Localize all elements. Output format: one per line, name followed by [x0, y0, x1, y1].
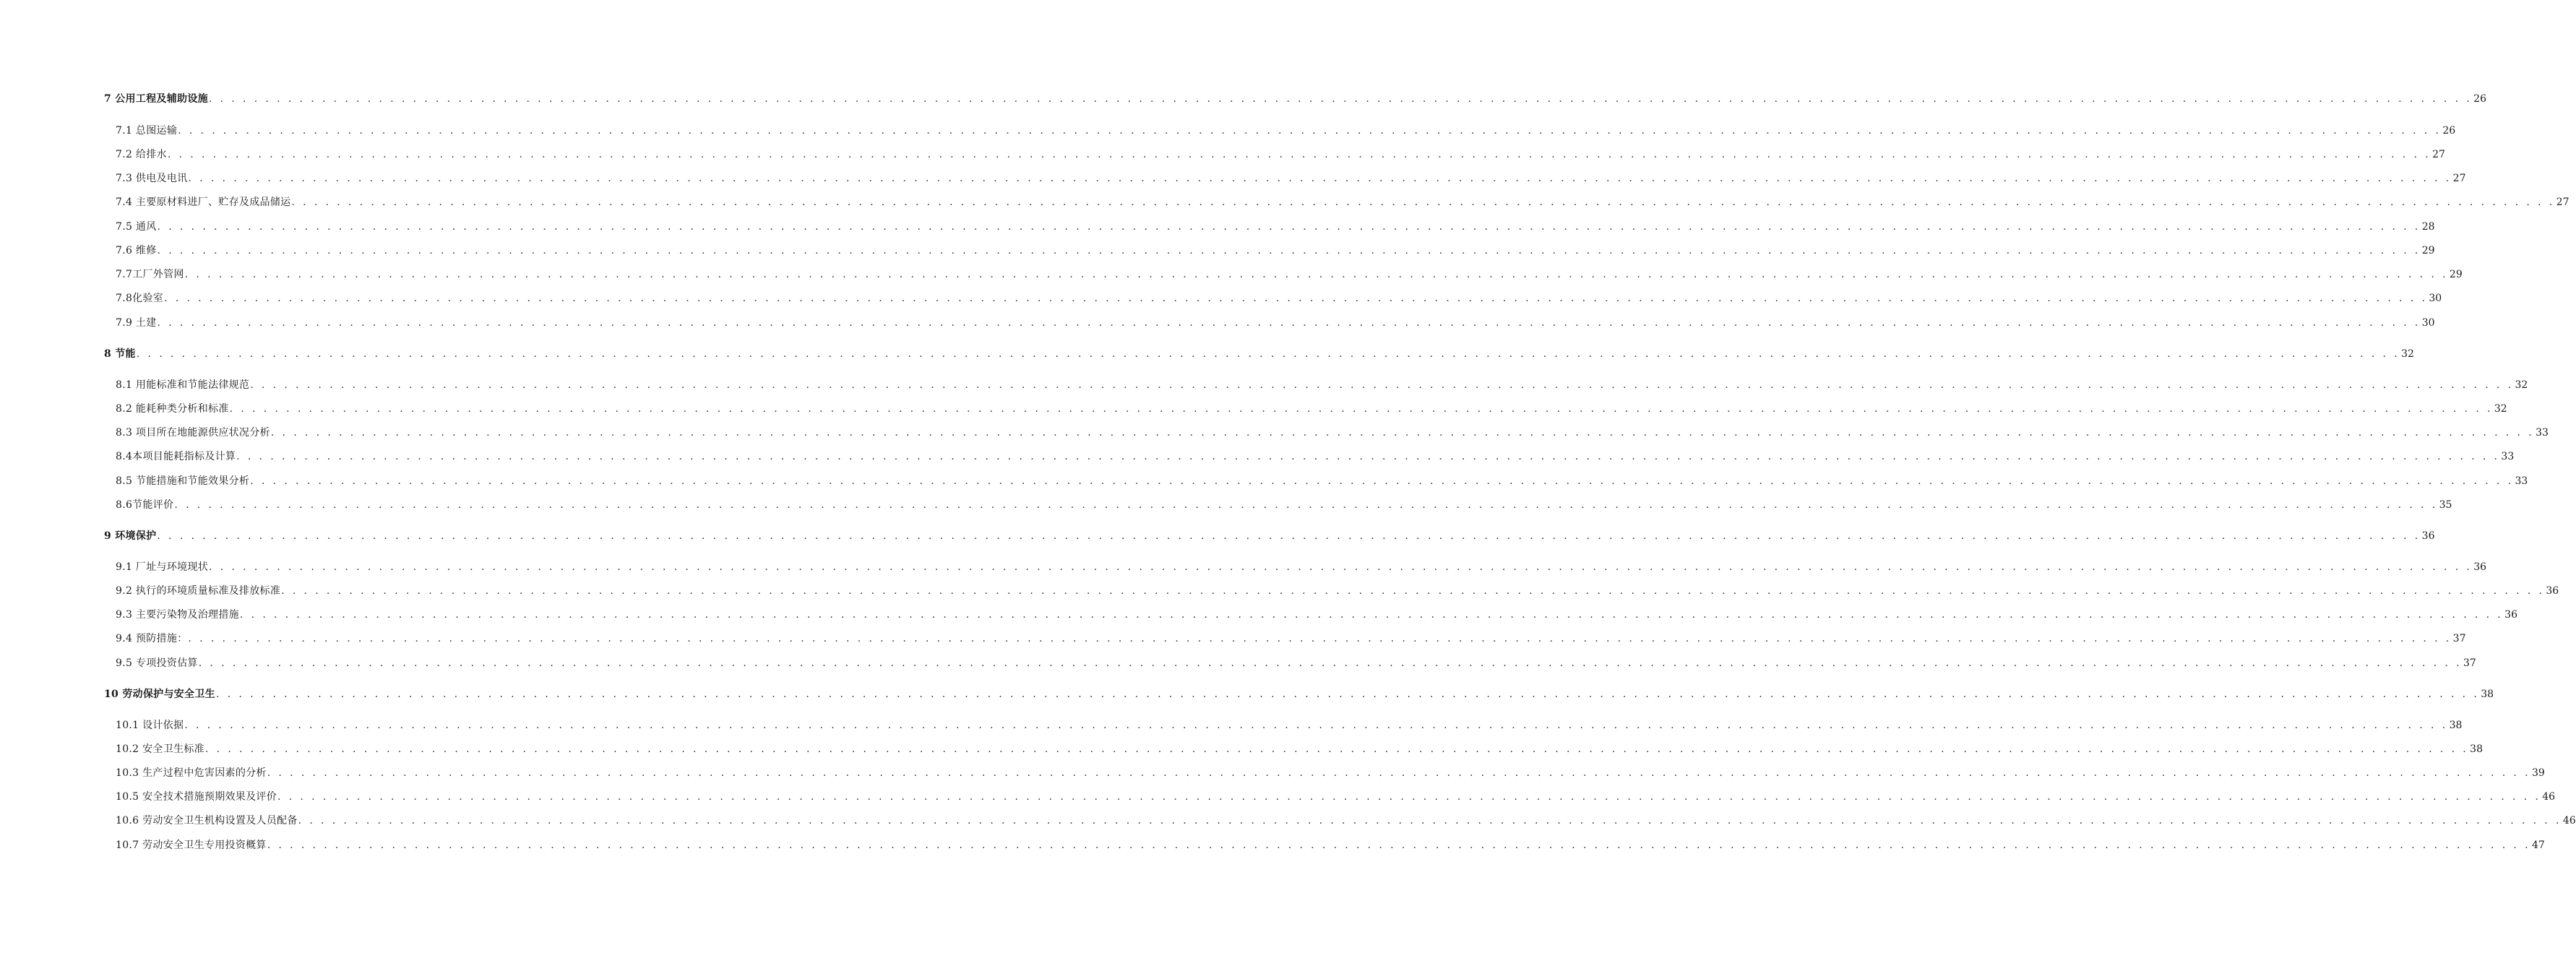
- toc-entry-title: 10.2 安全卫生标准: [116, 743, 204, 755]
- toc-page-number: 38: [2470, 743, 2483, 755]
- toc-dot-leader: . . . . . . . . . . . . . . . . . . . . . . . . . . . . . . . . . . . . . . . . . . . . . . . . . . . . . . . . . . . . . . . . . . . . . . . . . . . . . . . . . . . . . . . . . . . . . . . . . . . . . . . . . . . . . . . . . . . . . . . . . . . . . . . . . . . . . . . . . . . . . . . . . . . . . . . . . . . . . . . . . . . . . . . . . . . . . . . . . . . . . . . . . . . . . . . . . . . . . . . .: [174, 499, 2438, 511]
- toc-page-number: 29: [2449, 269, 2463, 280]
- toc-dot-leader: . . . . . . . . . . . . . . . . . . . . . . . . . . . . . . . . . . . . . . . . . . . . . . . . . . . . . . . . . . . . . . . . . . . . . . . . . . . . . . . . . . . . . . . . . . . . . . . . . . . . . . . . . . . . . . . . . . . . . . . . . . . . . . . . . . . . . . . . . . . . . . . . . . . . . . . . . . . . . . . . . . . . . . . . . . . . . . . . . . . . . . . . . . . . . . . . . . . . . . . .: [298, 815, 2562, 827]
- toc-section-entry[interactable]: [116, 194, 2569, 210]
- toc-section-entry[interactable]: [116, 607, 2517, 623]
- toc-entry-title: 7.6 维修: [116, 245, 157, 256]
- toc-dot-leader: . . . . . . . . . . . . . . . . . . . . . . . . . . . . . . . . . . . . . . . . . . . . . . . . . . . . . . . . . . . . . . . . . . . . . . . . . . . . . . . . . . . . . . . . . . . . . . . . . . . . . . . . . . . . . . . . . . . . . . . . . . . . . . . . . . . . . . . . . . . . . . . . . . . . . . . . . . . . . . . . . . . . . . . . . . . . . . . . . . . . . . . . . . . . . . . . . . . . . . . .: [270, 427, 2535, 439]
- toc-entry-title: 8.3 项目所在地能源供应状况分析: [116, 427, 270, 439]
- toc-section-entry[interactable]: [116, 377, 2528, 393]
- toc-section-entry[interactable]: [116, 741, 2483, 757]
- toc-section-entry[interactable]: [116, 655, 2476, 671]
- toc-page-number: 36: [2473, 561, 2487, 573]
- toc-dot-leader: . . . . . . . . . . . . . . . . . . . . . . . . . . . . . . . . . . . . . . . . . . . . . . . . . . . . . . . . . . . . . . . . . . . . . . . . . . . . . . . . . . . . . . . . . . . . . . . . . . . . . . . . . . . . . . . . . . . . . . . . . . . . . . . . . . . . . . . . . . . . . . . . . . . . . . . . . . . . . . . . . . . . . . . . . . . . . . . . . . . . . . . . . . . . . . . . . . . . . . . .: [198, 657, 2462, 669]
- toc-page-number: 35: [2439, 499, 2452, 511]
- toc-page-number: 33: [2501, 451, 2515, 462]
- toc-section-entry[interactable]: [116, 837, 2545, 853]
- toc-dot-leader: . . . . . . . . . . . . . . . . . . . . . . . . . . . . . . . . . . . . . . . . . . . . . . . . . . . . . . . . . . . . . . . . . . . . . . . . . . . . . . . . . . . . . . . . . . . . . . . . . . . . . . . . . . . . . . . . . . . . . . . . . . . . . . . . . . . . . . . . . . . . . . . . . . . . . . . . . . . . . . . . . . . . . . . . . . . . . . . . . . . . . . . . . . . . . . . . . . . . . . . .: [208, 93, 2473, 105]
- toc-dot-leader: . . . . . . . . . . . . . . . . . . . . . . . . . . . . . . . . . . . . . . . . . . . . . . . . . . . . . . . . . . . . . . . . . . . . . . . . . . . . . . . . . . . . . . . . . . . . . . . . . . . . . . . . . . . . . . . . . . . . . . . . . . . . . . . . . . . . . . . . . . . . . . . . . . . . . . . . . . . . . . . . . . . . . . . . . . . . . . . . . . . . . . . . . . . . . . . . . . . . . . . .: [267, 767, 2530, 779]
- toc-dot-leader: . . . . . . . . . . . . . . . . . . . . . . . . . . . . . . . . . . . . . . . . . . . . . . . . . . . . . . . . . . . . . . . . . . . . . . . . . . . . . . . . . . . . . . . . . . . . . . . . . . . . . . . . . . . . . . . . . . . . . . . . . . . . . . . . . . . . . . . . . . . . . . . . . . . . . . . . . . . . . . . . . . . . . . . . . . . . . . . . . . . . . . . . . . . . . . . . . . . . . . . .: [291, 197, 2555, 208]
- toc-entry-title: 8.5 节能措施和节能效果分析: [116, 475, 250, 487]
- toc-dot-leader: . . . . . . . . . . . . . . . . . . . . . . . . . . . . . . . . . . . . . . . . . . . . . . . . . . . . . . . . . . . . . . . . . . . . . . . . . . . . . . . . . . . . . . . . . . . . . . . . . . . . . . . . . . . . . . . . . . . . . . . . . . . . . . . . . . . . . . . . . . . . . . . . . . . . . . . . . . . . . . . . . . . . . . . . . . . . . . . . . . . . . . . . . . . . . . . . . . . . . . . .: [157, 530, 2421, 542]
- toc-dot-leader: . . . . . . . . . . . . . . . . . . . . . . . . . . . . . . . . . . . . . . . . . . . . . . . . . . . . . . . . . . . . . . . . . . . . . . . . . . . . . . . . . . . . . . . . . . . . . . . . . . . . . . . . . . . . . . . . . . . . . . . . . . . . . . . . . . . . . . . . . . . . . . . . . . . . . . . . . . . . . . . . . . . . . . . . . . . . . . . . . . . . . . . . . . . . . . . . . . . . . . . .: [164, 293, 2428, 304]
- toc-entry-title: 9.1 厂址与环境现状: [116, 561, 209, 573]
- toc-page-number: 27: [2556, 197, 2569, 208]
- toc-section-entry[interactable]: [116, 425, 2549, 441]
- toc-page-number: 32: [2515, 379, 2528, 391]
- toc-dot-leader: . . . . . . . . . . . . . . . . . . . . . . . . . . . . . . . . . . . . . . . . . . . . . . . . . . . . . . . . . . . . . . . . . . . . . . . . . . . . . . . . . . . . . . . . . . . . . . . . . . . . . . . . . . . . . . . . . . . . . . . . . . . . . . . . . . . . . . . . . . . . . . . . . . . . . . . . . . . . . . . . . . . . . . . . . . . . . . . . . . . . . . . . . . . . . . . . . . . . . . . .: [184, 720, 2448, 731]
- toc-entry-title: 8.1 用能标准和节能法律规范: [116, 379, 250, 391]
- toc-page-number: 27: [2452, 173, 2466, 184]
- toc-section-entry[interactable]: [116, 449, 2515, 465]
- toc-dot-leader: . . . . . . . . . . . . . . . . . . . . . . . . . . . . . . . . . . . . . . . . . . . . . . . . . . . . . . . . . . . . . . . . . . . . . . . . . . . . . . . . . . . . . . . . . . . . . . . . . . . . . . . . . . . . . . . . . . . . . . . . . . . . . . . . . . . . . . . . . . . . . . . . . . . . . . . . . . . . . . . . . . . . . . . . . . . . . . . . . . . . . . . . . . . . . . . . . . . . . . . .: [188, 173, 2452, 184]
- toc-section-entry[interactable]: [116, 497, 2452, 513]
- toc-entry-title: 8.4本项目能耗指标及计算: [116, 451, 236, 462]
- toc-chapter-entry[interactable]: [104, 686, 2494, 702]
- toc-section-entry[interactable]: [116, 243, 2435, 259]
- toc-entry-title: 7 公用工程及辅助设施: [104, 93, 208, 105]
- toc-section-entry[interactable]: [116, 147, 2445, 163]
- toc-page-number: 38: [2449, 720, 2463, 731]
- toc-dot-leader: . . . . . . . . . . . . . . . . . . . . . . . . . . . . . . . . . . . . . . . . . . . . . . . . . . . . . . . . . . . . . . . . . . . . . . . . . . . . . . . . . . . . . . . . . . . . . . . . . . . . . . . . . . . . . . . . . . . . . . . . . . . . . . . . . . . . . . . . . . . . . . . . . . . . . . . . . . . . . . . . . . . . . . . . . . . . . . . . . . . . . . . . . . . . . . . . . . . . . . . .: [167, 149, 2431, 160]
- toc-section-entry[interactable]: [116, 717, 2463, 733]
- toc-chapter-entry[interactable]: [104, 346, 2414, 362]
- toc-dot-leader: . . . . . . . . . . . . . . . . . . . . . . . . . . . . . . . . . . . . . . . . . . . . . . . . . . . . . . . . . . . . . . . . . . . . . . . . . . . . . . . . . . . . . . . . . . . . . . . . . . . . . . . . . . . . . . . . . . . . . . . . . . . . . . . . . . . . . . . . . . . . . . . . . . . . . . . . . . . . . . . . . . . . . . . . . . . . . . . . . . . . . . . . . . . . . . . . . . . . . . . .: [204, 743, 2469, 755]
- toc-dot-leader: . . . . . . . . . . . . . . . . . . . . . . . . . . . . . . . . . . . . . . . . . . . . . . . . . . . . . . . . . . . . . . . . . . . . . . . . . . . . . . . . . . . . . . . . . . . . . . . . . . . . . . . . . . . . . . . . . . . . . . . . . . . . . . . . . . . . . . . . . . . . . . . . . . . . . . . . . . . . . . . . . . . . . . . . . . . . . . . . . . . . . . . . . . . . . . . . . . . . . . . .: [215, 689, 2480, 700]
- toc-page-number: 38: [2481, 689, 2494, 700]
- toc-entry-title: 10.7 劳动安全卫生专用投资概算: [116, 840, 267, 851]
- toc-section-entry[interactable]: [116, 219, 2435, 235]
- toc-entry-title: 9 环境保护: [104, 530, 157, 542]
- toc-dot-leader: . . . . . . . . . . . . . . . . . . . . . . . . . . . . . . . . . . . . . . . . . . . . . . . . . . . . . . . . . . . . . . . . . . . . . . . . . . . . . . . . . . . . . . . . . . . . . . . . . . . . . . . . . . . . . . . . . . . . . . . . . . . . . . . . . . . . . . . . . . . . . . . . . . . . . . . . . . . . . . . . . . . . . . . . . . . . . . . . . . . . . . . . . . . . . . . . . . . . . . . .: [277, 791, 2541, 803]
- toc-entry-title: 9.2 执行的环境质量标准及排放标准: [116, 585, 281, 597]
- toc-page-number: 26: [2442, 125, 2456, 137]
- toc-dot-leader: . . . . . . . . . . . . . . . . . . . . . . . . . . . . . . . . . . . . . . . . . . . . . . . . . . . . . . . . . . . . . . . . . . . . . . . . . . . . . . . . . . . . . . . . . . . . . . . . . . . . . . . . . . . . . . . . . . . . . . . . . . . . . . . . . . . . . . . . . . . . . . . . . . . . . . . . . . . . . . . . . . . . . . . . . . . . . . . . . . . . . . . . . . . . . . . . . . . . . . . .: [184, 269, 2448, 280]
- toc-page-number: 36: [2546, 585, 2559, 597]
- toc-page-number: 30: [2421, 317, 2435, 329]
- toc-entry-title: 7.3 供电及电讯: [116, 173, 188, 184]
- toc-entry-title: 9.3 主要污染物及治理措施: [116, 609, 239, 621]
- toc-dot-leader: . . . . . . . . . . . . . . . . . . . . . . . . . . . . . . . . . . . . . . . . . . . . . . . . . . . . . . . . . . . . . . . . . . . . . . . . . . . . . . . . . . . . . . . . . . . . . . . . . . . . . . . . . . . . . . . . . . . . . . . . . . . . . . . . . . . . . . . . . . . . . . . . . . . . . . . . . . . . . . . . . . . . . . . . . . . . . . . . . . . . . . . . . . . . . . . . . . . . . . . .: [250, 475, 2514, 487]
- toc-entry-title: 7.4 主要原材料进厂、贮存及成品储运: [116, 197, 291, 208]
- toc-entry-title: 7.2 给排水: [116, 149, 167, 160]
- toc-page-number: 33: [2536, 427, 2549, 439]
- toc-section-entry[interactable]: [116, 789, 2556, 805]
- toc-page-number: 46: [2562, 815, 2576, 827]
- toc-section-entry[interactable]: [116, 267, 2463, 282]
- toc-entry-title: 10 劳动保护与安全卫生: [104, 689, 215, 700]
- toc-entry-title: 9.4 预防措施：: [116, 633, 188, 644]
- toc-page-number: 37: [2463, 657, 2476, 669]
- toc-page-number: 36: [2421, 530, 2435, 542]
- toc-entry-title: 10.6 劳动安全卫生机构设置及人员配备: [116, 815, 298, 827]
- toc-dot-leader: . . . . . . . . . . . . . . . . . . . . . . . . . . . . . . . . . . . . . . . . . . . . . . . . . . . . . . . . . . . . . . . . . . . . . . . . . . . . . . . . . . . . . . . . . . . . . . . . . . . . . . . . . . . . . . . . . . . . . . . . . . . . . . . . . . . . . . . . . . . . . . . . . . . . . . . . . . . . . . . . . . . . . . . . . . . . . . . . . . . . . . . . . . . . . . . . . . . . . . . .: [157, 221, 2421, 233]
- toc-dot-leader: . . . . . . . . . . . . . . . . . . . . . . . . . . . . . . . . . . . . . . . . . . . . . . . . . . . . . . . . . . . . . . . . . . . . . . . . . . . . . . . . . . . . . . . . . . . . . . . . . . . . . . . . . . . . . . . . . . . . . . . . . . . . . . . . . . . . . . . . . . . . . . . . . . . . . . . . . . . . . . . . . . . . . . . . . . . . . . . . . . . . . . . . . . . . . . . . . . . . . . . .: [236, 451, 2500, 462]
- toc-entry-title: 7.5 通风: [116, 221, 157, 233]
- toc-entry-title: 9.5 专项投资估算: [116, 657, 198, 669]
- toc-dot-leader: . . . . . . . . . . . . . . . . . . . . . . . . . . . . . . . . . . . . . . . . . . . . . . . . . . . . . . . . . . . . . . . . . . . . . . . . . . . . . . . . . . . . . . . . . . . . . . . . . . . . . . . . . . . . . . . . . . . . . . . . . . . . . . . . . . . . . . . . . . . . . . . . . . . . . . . . . . . . . . . . . . . . . . . . . . . . . . . . . . . . . . . . . . . . . . . . . . . . . . . .: [157, 245, 2421, 256]
- toc-page-number: 29: [2421, 245, 2435, 256]
- toc-entry-title: 7.7工厂外管网: [116, 269, 184, 280]
- toc-section-entry[interactable]: [116, 171, 2466, 186]
- toc-section-entry[interactable]: [116, 290, 2442, 306]
- toc-entry-title: 8 节能: [104, 348, 136, 360]
- toc-page-number: 33: [2515, 475, 2528, 487]
- toc-page-number: 37: [2452, 633, 2466, 644]
- toc-section-entry[interactable]: [116, 765, 2545, 781]
- toc-section-entry[interactable]: [116, 401, 2507, 417]
- toc-page-number: 39: [2531, 767, 2545, 779]
- toc-section-entry[interactable]: [116, 631, 2466, 647]
- toc-entry-title: 10.5 安全技术措施预期效果及评价: [116, 791, 277, 803]
- toc-entry-title: 10.1 设计依据: [116, 720, 184, 731]
- toc-page-number: 36: [2504, 609, 2517, 621]
- toc-page-number: 32: [2494, 403, 2507, 415]
- toc-chapter-entry[interactable]: [104, 528, 2435, 544]
- toc-entry-title: 8.6节能评价: [116, 499, 174, 511]
- toc-section-entry[interactable]: [116, 813, 2576, 829]
- toc-entry-title: 10.3 生产过程中危害因素的分析: [116, 767, 267, 779]
- toc-page-number: 28: [2421, 221, 2435, 233]
- toc-chapter-entry[interactable]: [104, 91, 2486, 107]
- toc-page-number: 32: [2401, 348, 2414, 360]
- toc-dot-leader: . . . . . . . . . . . . . . . . . . . . . . . . . . . . . . . . . . . . . . . . . . . . . . . . . . . . . . . . . . . . . . . . . . . . . . . . . . . . . . . . . . . . . . . . . . . . . . . . . . . . . . . . . . . . . . . . . . . . . . . . . . . . . . . . . . . . . . . . . . . . . . . . . . . . . . . . . . . . . . . . . . . . . . . . . . . . . . . . . . . . . . . . . . . . . . . . . . . . . . . .: [267, 840, 2530, 851]
- toc-page-number: 27: [2432, 149, 2445, 160]
- toc-dot-leader: . . . . . . . . . . . . . . . . . . . . . . . . . . . . . . . . . . . . . . . . . . . . . . . . . . . . . . . . . . . . . . . . . . . . . . . . . . . . . . . . . . . . . . . . . . . . . . . . . . . . . . . . . . . . . . . . . . . . . . . . . . . . . . . . . . . . . . . . . . . . . . . . . . . . . . . . . . . . . . . . . . . . . . . . . . . . . . . . . . . . . . . . . . . . . . . . . . . . . . . .: [178, 125, 2442, 137]
- toc-entry-title: 8.2 能耗种类分析和标准: [116, 403, 229, 415]
- toc-section-entry[interactable]: [116, 559, 2487, 575]
- toc-dot-leader: . . . . . . . . . . . . . . . . . . . . . . . . . . . . . . . . . . . . . . . . . . . . . . . . . . . . . . . . . . . . . . . . . . . . . . . . . . . . . . . . . . . . . . . . . . . . . . . . . . . . . . . . . . . . . . . . . . . . . . . . . . . . . . . . . . . . . . . . . . . . . . . . . . . . . . . . . . . . . . . . . . . . . . . . . . . . . . . . . . . . . . . . . . . . . . . . . . . . . . . .: [250, 379, 2514, 391]
- toc-page-number: 47: [2531, 840, 2545, 851]
- toc-dot-leader: . . . . . . . . . . . . . . . . . . . . . . . . . . . . . . . . . . . . . . . . . . . . . . . . . . . . . . . . . . . . . . . . . . . . . . . . . . . . . . . . . . . . . . . . . . . . . . . . . . . . . . . . . . . . . . . . . . . . . . . . . . . . . . . . . . . . . . . . . . . . . . . . . . . . . . . . . . . . . . . . . . . . . . . . . . . . . . . . . . . . . . . . . . . . . . . . . . . . . . . .: [157, 317, 2421, 329]
- toc-page-number: 26: [2473, 93, 2486, 105]
- toc-dot-leader: . . . . . . . . . . . . . . . . . . . . . . . . . . . . . . . . . . . . . . . . . . . . . . . . . . . . . . . . . . . . . . . . . . . . . . . . . . . . . . . . . . . . . . . . . . . . . . . . . . . . . . . . . . . . . . . . . . . . . . . . . . . . . . . . . . . . . . . . . . . . . . . . . . . . . . . . . . . . . . . . . . . . . . . . . . . . . . . . . . . . . . . . . . . . . . . . . . . . . . . .: [281, 585, 2545, 597]
- toc-dot-leader: . . . . . . . . . . . . . . . . . . . . . . . . . . . . . . . . . . . . . . . . . . . . . . . . . . . . . . . . . . . . . . . . . . . . . . . . . . . . . . . . . . . . . . . . . . . . . . . . . . . . . . . . . . . . . . . . . . . . . . . . . . . . . . . . . . . . . . . . . . . . . . . . . . . . . . . . . . . . . . . . . . . . . . . . . . . . . . . . . . . . . . . . . . . . . . . . . . . . . . . .: [229, 403, 2493, 415]
- toc-dot-leader: . . . . . . . . . . . . . . . . . . . . . . . . . . . . . . . . . . . . . . . . . . . . . . . . . . . . . . . . . . . . . . . . . . . . . . . . . . . . . . . . . . . . . . . . . . . . . . . . . . . . . . . . . . . . . . . . . . . . . . . . . . . . . . . . . . . . . . . . . . . . . . . . . . . . . . . . . . . . . . . . . . . . . . . . . . . . . . . . . . . . . . . . . . . . . . . . . . . . . . . .: [136, 348, 2400, 360]
- toc-section-entry[interactable]: [116, 473, 2528, 489]
- toc-section-entry[interactable]: [116, 123, 2456, 139]
- toc-entry-title: 7.8化验室: [116, 293, 164, 304]
- toc-entry-title: 7.9 土建: [116, 317, 157, 329]
- toc-section-entry[interactable]: [116, 583, 2559, 599]
- toc-dot-leader: . . . . . . . . . . . . . . . . . . . . . . . . . . . . . . . . . . . . . . . . . . . . . . . . . . . . . . . . . . . . . . . . . . . . . . . . . . . . . . . . . . . . . . . . . . . . . . . . . . . . . . . . . . . . . . . . . . . . . . . . . . . . . . . . . . . . . . . . . . . . . . . . . . . . . . . . . . . . . . . . . . . . . . . . . . . . . . . . . . . . . . . . . . . . . . . . . . . . . . . .: [209, 561, 2473, 573]
- toc-section-entry[interactable]: [116, 315, 2435, 331]
- toc-entry-title: 7.1 总图运输: [116, 125, 178, 137]
- toc-page-number: 46: [2542, 791, 2556, 803]
- toc-dot-leader: . . . . . . . . . . . . . . . . . . . . . . . . . . . . . . . . . . . . . . . . . . . . . . . . . . . . . . . . . . . . . . . . . . . . . . . . . . . . . . . . . . . . . . . . . . . . . . . . . . . . . . . . . . . . . . . . . . . . . . . . . . . . . . . . . . . . . . . . . . . . . . . . . . . . . . . . . . . . . . . . . . . . . . . . . . . . . . . . . . . . . . . . . . . . . . . . . . . . . . . .: [239, 609, 2504, 621]
- toc-dot-leader: . . . . . . . . . . . . . . . . . . . . . . . . . . . . . . . . . . . . . . . . . . . . . . . . . . . . . . . . . . . . . . . . . . . . . . . . . . . . . . . . . . . . . . . . . . . . . . . . . . . . . . . . . . . . . . . . . . . . . . . . . . . . . . . . . . . . . . . . . . . . . . . . . . . . . . . . . . . . . . . . . . . . . . . . . . . . . . . . . . . . . . . . . . . . . . . . . . . . . . . .: [188, 633, 2452, 644]
- toc-page-number: 30: [2429, 293, 2442, 304]
